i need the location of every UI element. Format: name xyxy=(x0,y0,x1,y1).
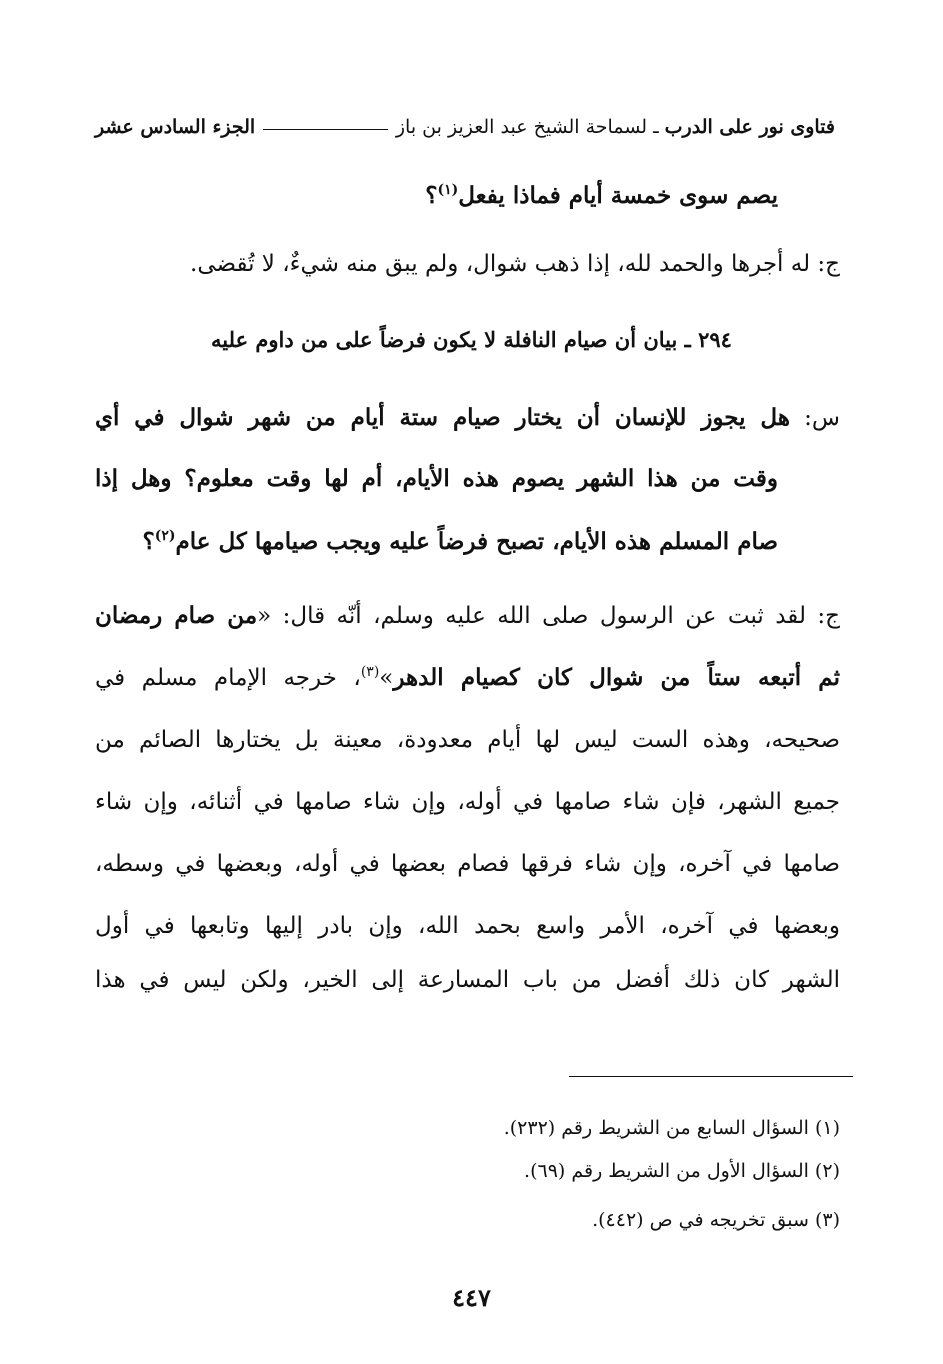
book-title: فتاوى نور على الدرب xyxy=(664,116,835,138)
question-continuation xyxy=(95,176,778,216)
header-rule xyxy=(263,129,388,130)
question-prefix: س: xyxy=(789,405,840,431)
author-name: لسماحة الشيخ عبد العزيز بن باز xyxy=(395,116,648,138)
answer-line-3: صحيحه، وهذه الست ليس لها أيام معدودة، معينة بل يختارها الصائم من xyxy=(95,727,840,753)
answer-line-7: الشهر كان ذلك أفضل من باب المسارعة إلى الخير، ولكن ليس في هذا xyxy=(95,967,840,993)
question-line-3-text: صام المسلم هذه الأيام، تصبح فرضاً عليه ويجب صيامها كل عام xyxy=(175,528,778,555)
footnote-separator xyxy=(569,1076,853,1077)
answer-line-5: صامها في آخره، وإن شاء فرقها فصام بعضها في أوله، وبعضها في وسطه، xyxy=(95,851,840,877)
volume-part: الجزء السادس عشر xyxy=(95,116,256,138)
answer-line-6: وبعضها في آخره، الأمر واسع بحمد الله، وإن بادر إليها وتابعها في أول xyxy=(95,913,840,939)
question-end-mark: ؟ xyxy=(142,528,155,555)
running-header xyxy=(95,112,835,142)
hadith-close-quote: » xyxy=(379,665,394,691)
question-line-1-text: هل يجوز للإنسان أن يختار صيام ستة أيام من شهر شوال في أي xyxy=(95,404,790,431)
previous-answer: ج: له أجرها والحمد لله، إذا ذهب شوال، ولم يبق منه شيءٌ، لا تُقضى. xyxy=(190,251,840,277)
question-line-1 xyxy=(95,398,840,438)
answer-line-1-plain: ج: لقد ثبت عن الرسول صلى الله عليه وسلم، أنّه قال: « xyxy=(257,603,840,629)
question-line-2: وقت من هذا الشهر يصوم هذه الأيام، أم لها وقت معلوم؟ وهل إذا xyxy=(95,465,778,492)
answer-line-2-plain: ، خرجه الإمام مسلم في xyxy=(95,665,361,691)
footnote-3: (٣) سبق تخريجه في ص (٤٤٢). xyxy=(592,1209,840,1231)
footnote-ref-1: (١) xyxy=(437,182,459,198)
footnote-ref-2: (٢) xyxy=(154,528,176,544)
question-mark: ؟ xyxy=(425,182,438,209)
header-separator: ـ xyxy=(653,116,659,138)
answer-line-4: جميع الشهر، فإن شاء صامها في أوله، وإن شاء صامها في أثنائه، وإن شاء xyxy=(95,789,840,815)
hadith-text-end: ثم أتبعه ستاً من شوال كان كصيام الدهر xyxy=(393,664,840,691)
answer-line-2 xyxy=(95,658,840,698)
answer-line-1 xyxy=(95,596,840,636)
section-heading: ٢٩٤ ـ بيان أن صيام النافلة لا يكون فرضاً على من داوم عليه xyxy=(211,327,732,352)
question-continuation-text: يصم سوى خمسة أيام فماذا يفعل xyxy=(458,182,778,209)
question-line-3 xyxy=(95,522,778,562)
footnote-1: (١) السؤال السابع من الشريط رقم (٢٣٢). xyxy=(503,1117,840,1139)
page-number: ٤٤٧ xyxy=(452,1283,491,1312)
footnote-ref-3: (٣) xyxy=(360,664,380,680)
hadith-text-start: من صام رمضان xyxy=(95,602,258,629)
footnote-2: (٢) السؤال الأول من الشريط رقم (٦٩). xyxy=(524,1160,840,1182)
